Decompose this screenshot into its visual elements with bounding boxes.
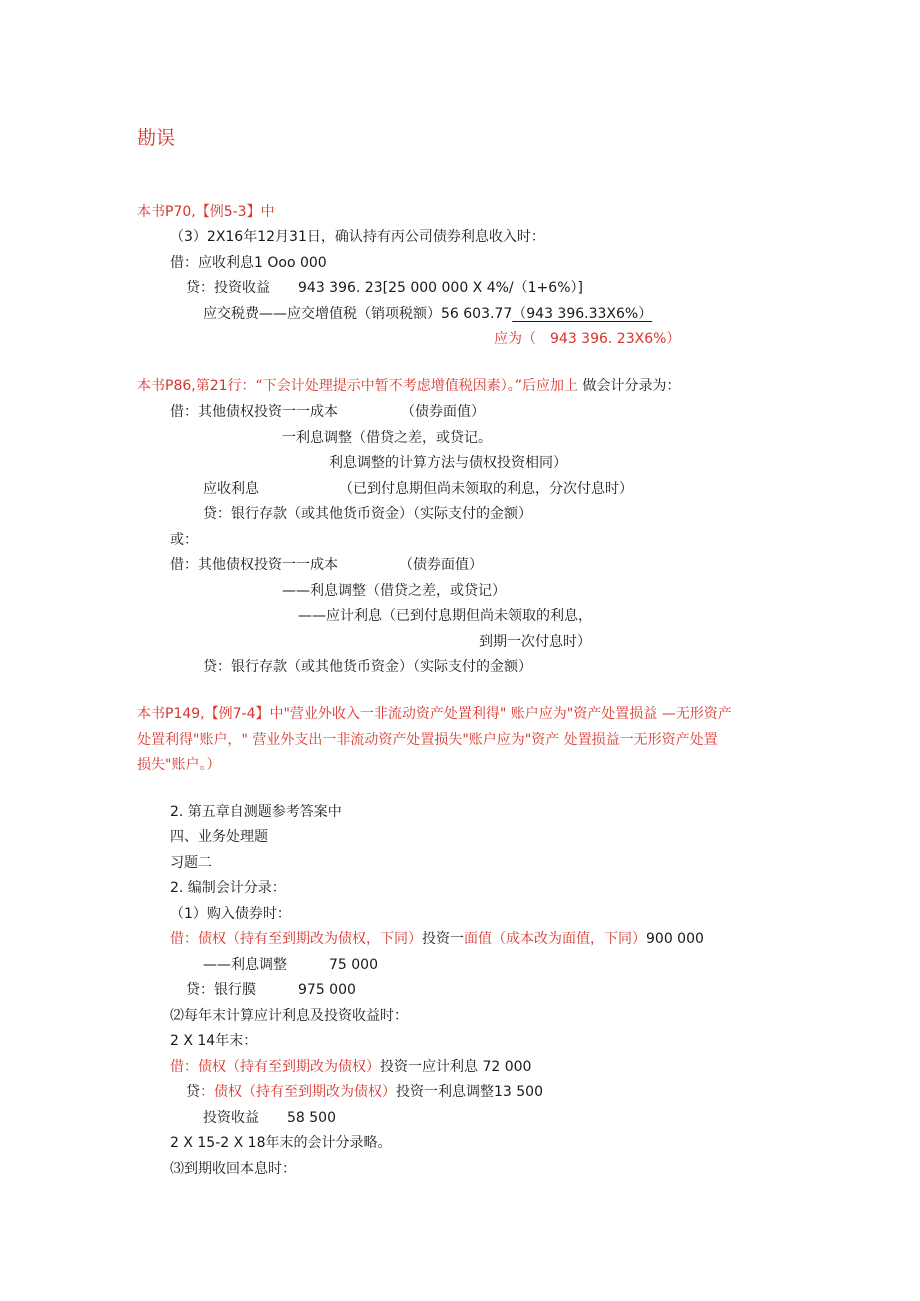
text-line: 借：其他债权投资一一成本 xyxy=(170,404,338,420)
underlined-calculation: （943 396.33X6%） xyxy=(512,306,653,322)
text-line: 2. 第五章自测题参考答案中 xyxy=(170,804,342,820)
text-line: ⑶到期收回本息时： xyxy=(170,1161,296,1177)
text-line: 2 X 14年末： xyxy=(170,1033,258,1049)
erratum-p149-line: 损失"账户。） xyxy=(137,757,221,773)
text-segment: 借 xyxy=(170,1059,184,1075)
heading-black: 做会计分录为： xyxy=(582,378,681,394)
erratum-p70-heading: 本书P70,【例5-3】中 xyxy=(137,204,275,220)
text-segment: 投资一应计利息 72 000 xyxy=(380,1059,532,1075)
erratum-p86-heading xyxy=(137,376,680,396)
text-line: 四、业务处理题 xyxy=(170,829,268,845)
text-line: 习题二 xyxy=(170,855,212,871)
text-line: 贷：银行存款（或其他货币资金）（实际支付的金额） xyxy=(203,659,532,675)
text-line: （1）购入债券时： xyxy=(170,906,291,922)
text-line: 贷：投资收益 943 396. 23[25 000 000 X 4%/（1+6%）] xyxy=(186,280,583,296)
text-segment: ：债权（持有至到期改为债权） xyxy=(200,1084,396,1100)
page-title: 勘误 xyxy=(137,127,176,149)
text-line: 借：应收利息1 Ooo 000 xyxy=(170,255,327,271)
text-line: 贷：银行膜 975 000 xyxy=(186,982,356,998)
text-line: （已到付息期但尚未领取的利息，分次付息时） xyxy=(339,481,633,497)
text-line: 或： xyxy=(170,532,198,548)
text-segment: ：债权（持有至到期改为债权） xyxy=(184,1059,380,1075)
text-line: （债券面值） xyxy=(399,557,483,573)
text-line: ⑵每年末计算应计利息及投资收益时： xyxy=(170,1008,408,1024)
text-line: ——利息调整 75 000 xyxy=(203,957,378,973)
correction-note: 应为（ 943 396. 23X6%） xyxy=(494,331,681,347)
text-segment: 投资一利息调整13 500 xyxy=(396,1084,543,1100)
text-line xyxy=(170,929,704,949)
text-line: 2 X 15-2 X 18年末的会计分录略。 xyxy=(170,1135,392,1151)
erratum-p149-line: 处置利得"账户，" 营业外支出一非流动资产处置损失"账户应为"资产 处置损益一无形资产处置 xyxy=(137,732,718,748)
text-line: （债券面值） xyxy=(401,404,485,420)
text-line: ——应计利息（已到付息期但尚未领取的利息， xyxy=(298,608,592,624)
text-line: 到期一次付息时） xyxy=(479,634,591,650)
text-line: 投资收益 58 500 xyxy=(203,1110,336,1126)
text-line xyxy=(170,1057,531,1077)
text-segment: 借 xyxy=(170,931,184,947)
text-segment: 投资一 xyxy=(422,931,464,947)
text-segment: 面值（成本改为面值，下同） xyxy=(464,931,646,947)
erratum-p149-line: 本书P149,【例7-4】中"营业外收入一非流动资产处置利得" 账户应为"资产处置损益 —无形资产 xyxy=(137,706,732,722)
text-segment: 应交税费——应交增值税（销项税额）56 603.77 xyxy=(203,306,513,322)
text-line: 利息调整的计算方法与债权投资相同） xyxy=(329,455,567,471)
text-line xyxy=(203,304,652,324)
text-line: 一利息调整（借贷之差，或贷记。 xyxy=(282,430,492,446)
text-segment: 贷 xyxy=(186,1084,200,1100)
text-segment: ：债权（持有至到期改为债权，下同） xyxy=(184,931,422,947)
text-line: 应收利息 xyxy=(203,481,259,497)
text-line: 贷：银行存款（或其他货币资金）（实际支付的金额） xyxy=(203,506,532,522)
heading-red: 本书P86,第21行：“下会计处理提示中暂不考虑增值税因素）。”后应加上 xyxy=(137,378,579,394)
text-line xyxy=(186,1082,543,1102)
text-line: ——利息调整（借贷之差，或贷记） xyxy=(282,583,506,599)
text-line: （3）2X16年12月31日，确认持有丙公司债券利息收入时： xyxy=(170,229,545,245)
text-line: 借：其他债权投资一一成本 xyxy=(170,557,338,573)
text-line: 2. 编制会计分录： xyxy=(170,880,286,896)
text-segment: 900 000 xyxy=(646,931,704,947)
